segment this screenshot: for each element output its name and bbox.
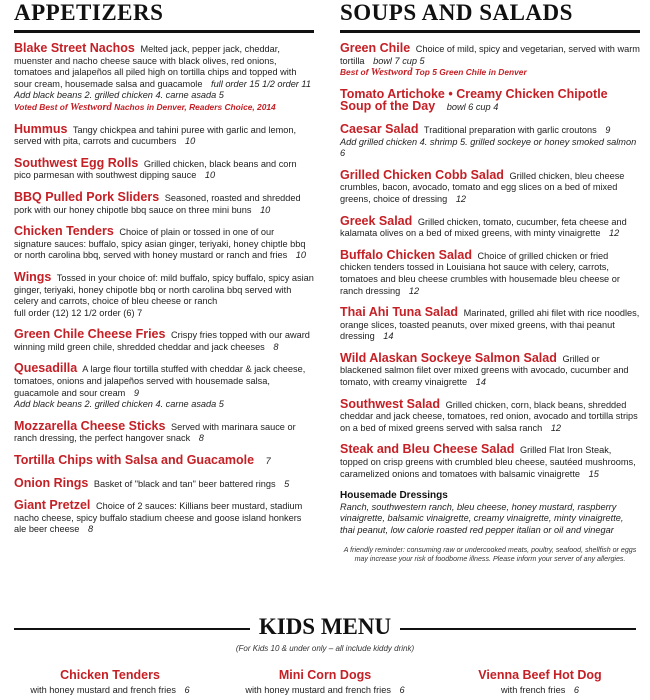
item-line bbox=[225, 685, 425, 695]
item-name: Buffalo Chicken Salad bbox=[340, 247, 472, 262]
menu-item-green-chile bbox=[340, 43, 640, 79]
menu-item-greek bbox=[340, 213, 640, 240]
item-price: 5 bbox=[284, 478, 290, 489]
westword-logo: Westword bbox=[70, 101, 112, 113]
item-price: 9 bbox=[605, 124, 611, 135]
item-price: 10 bbox=[184, 136, 196, 147]
item-desc: Grilled chicken, bleu cheese crumbles, bacon, avocado, tomato and egg slices on a bed of mixed greens, choice of dressing bbox=[340, 170, 625, 204]
westword-logo: Westword bbox=[370, 67, 413, 79]
menu-item-steak-salad bbox=[340, 444, 640, 480]
dressings-list: Ranch, southwestern ranch, bleu cheese, honey mustard, raspberry vinaigrette, balsamic vinaigrette, creamy vinaigrette, minty vinaigrette, thai peanut, low calorie roasted red pepper italian or oil and vinegar bbox=[340, 501, 624, 535]
soups-heading: SOUPS AND SALADS bbox=[340, 0, 573, 25]
menu-item-quesadilla bbox=[14, 363, 314, 410]
item-line bbox=[10, 685, 210, 695]
item-desc: Crispy fries topped with our award winning mild green chile, shredded cheddar and jack cheeses bbox=[14, 330, 310, 352]
item-price: 14 bbox=[475, 377, 486, 388]
menu-item-wings bbox=[14, 269, 314, 319]
item-price: 12 bbox=[408, 285, 420, 296]
item-price: bowl 7 cup 5 bbox=[373, 55, 425, 66]
item-price: 10 bbox=[260, 204, 271, 215]
item-price: 10 bbox=[204, 170, 216, 181]
item-price: bowl 6 cup 4 bbox=[446, 102, 499, 113]
item-desc: Melted jack, pepper jack, cheddar, muenster and nacho cheese sauce with black olives, red onions, tomatoes and jalapeños all piled high on tortilla chips and topped with sour cream, housemade salsa and guacamole bbox=[14, 44, 297, 89]
item-name: Vienna Beef Hot Dog bbox=[478, 668, 602, 682]
item-desc: Grilled chicken, corn, black beans, shredded cheddar and jack cheese, tomatoes, red onion, avocado and tortilla strips on a bed of mixed greens served with salsa ranch bbox=[340, 399, 638, 433]
item-price: full order 15 1/2 order 11 bbox=[211, 78, 311, 89]
menu-item-southwest-salad bbox=[340, 396, 640, 435]
item-price: 12 bbox=[609, 228, 620, 239]
award-pre: Best of bbox=[340, 67, 369, 78]
item-name: BBQ Pulled Pork Sliders bbox=[14, 189, 160, 204]
item-price: 6 bbox=[184, 685, 190, 695]
item-price: 8 bbox=[273, 341, 279, 352]
item-desc: Tossed in your choice of: mild buffalo, spicy buffalo, spicy asian ginger, teriyaki, honey chipotle bbq or north carolina bbq served with celery and carrots, choice of bleu cheese or ranch bbox=[14, 272, 314, 307]
item-name: Green Chile Cheese Fries bbox=[14, 327, 166, 342]
item-price: 7 bbox=[265, 456, 271, 467]
award-post: Nachos in Denver, Readers Choice, 2014 bbox=[114, 101, 276, 112]
item-price: 6 bbox=[573, 685, 580, 695]
item-desc: Served with marinara sauce or ranch dressing, the perfect hangover snack bbox=[14, 421, 296, 444]
appetizers-column bbox=[14, 0, 314, 536]
item-desc: Grilled or blackened salmon filet over mixed greens with avocado, cucumber and tomato, with creamy vinaigrette bbox=[340, 353, 629, 388]
item-price: full order (12) 12 1/2 order (6) 7 bbox=[14, 307, 143, 318]
item-desc: Choice of mild, spicy and vegetarian, served with warm tortilla bbox=[340, 44, 640, 66]
kids-heading: KIDS MENU bbox=[258, 614, 392, 639]
item-price: 6 bbox=[399, 685, 405, 695]
item-price: 10 bbox=[295, 250, 307, 261]
appetizers-heading: APPETIZERS bbox=[14, 0, 164, 25]
allergy-reminder: A friendly reminder: consuming raw or undercooked meats, poultry, seafood, shellfish or eggs may increase your risk of foodborne illness. Please inform your server of any allergies. bbox=[343, 546, 637, 563]
kids-rule-right bbox=[400, 628, 636, 630]
soups-column bbox=[340, 0, 640, 563]
item-name: Southwest Egg Rolls bbox=[14, 155, 139, 170]
kids-subtitle: (For Kids 10 & under only – all include kiddy drink) bbox=[235, 644, 415, 653]
item-name: Thai Ahi Tuna Salad bbox=[340, 305, 459, 320]
item-name: Quesadilla bbox=[14, 361, 78, 376]
menu-item-nachos bbox=[14, 43, 314, 114]
award-line bbox=[340, 67, 527, 77]
item-desc: Tangy chickpea and tahini puree with garlic and lemon, served with pita, carrots and cucumbers bbox=[14, 124, 297, 147]
item-desc: Choice of plain or tossed in one of our signature sauces: buffalo, spicy asian ginger, teriyaki, honey chiptle bbq or north carolina bbq, served with honey mustard or ranch and fries bbox=[14, 227, 306, 261]
item-desc: with honey mustard and french fries bbox=[30, 685, 176, 695]
menu-item-buffalo-salad bbox=[340, 247, 640, 297]
item-desc: A large flour tortilla stuffed with cheddar & jack cheese, tomatoes, onions and jalapeños served with housemade salsa, guacamole and sour cream bbox=[14, 364, 306, 398]
menu-item-egg-rolls bbox=[14, 155, 314, 182]
item-desc: with french fries bbox=[500, 685, 566, 695]
menu-item-hummus bbox=[14, 121, 314, 148]
item-name: Steak and Bleu Cheese Salad bbox=[340, 442, 515, 457]
housemade-dressings bbox=[340, 490, 640, 536]
item-name: Onion Rings bbox=[14, 475, 89, 490]
item-desc: Basket of "black and tan" beer battered rings bbox=[93, 478, 276, 489]
menu-item-sliders bbox=[14, 189, 314, 216]
item-name: Mozzarella Cheese Sticks bbox=[14, 418, 166, 433]
award-line bbox=[14, 102, 276, 112]
award-pre: Voted Best of bbox=[14, 101, 68, 112]
dressings-heading: Housemade Dressings bbox=[340, 490, 448, 502]
item-price: 9 bbox=[133, 387, 140, 398]
item-desc: with honey mustard and french fries bbox=[245, 685, 391, 695]
kids-item bbox=[440, 668, 640, 695]
item-name: Mini Corn Dogs bbox=[278, 668, 372, 682]
menu-item-cheese-fries bbox=[14, 329, 314, 353]
item-desc: Marinated, grilled ahi filet with rice noodles, orange slices, toasted peanuts, over mixed greens, with thai peanut dressing bbox=[340, 308, 640, 342]
item-name: Hummus bbox=[14, 121, 68, 136]
item-price: 12 bbox=[455, 193, 467, 204]
menu-item-onion-rings bbox=[14, 475, 314, 491]
appetizers-rule bbox=[14, 30, 314, 33]
item-name: Chicken Tenders bbox=[14, 224, 114, 239]
item-desc: Grilled Flat Iron Steak, topped on crisp greens with crumbled bleu cheese, sautéed mushrooms, caramelized onions and tomatoes with balsamic vinaigrette bbox=[340, 445, 636, 479]
award-post: Top 5 Green Chile in Denver bbox=[414, 67, 527, 78]
item-addons: Add black beans 2. grilled chicken 4. carne asada 5 bbox=[14, 90, 224, 101]
item-price: 8 bbox=[198, 433, 204, 444]
item-name: Wings bbox=[14, 269, 52, 284]
item-desc: Grilled chicken, tomato, cucumber, feta cheese and kalamata olives on a bed of mixed greens, with minty vinaigrette bbox=[340, 216, 627, 239]
item-line bbox=[440, 685, 640, 695]
menu-item-cobb bbox=[340, 167, 640, 206]
menu-item-pretzel bbox=[14, 500, 314, 536]
item-addons: Add grilled chicken 4. shrimp 5. grilled sockeye or honey smoked salmon 6 bbox=[340, 136, 637, 159]
item-desc: Seasoned, roasted and shredded pork with our honey chipotle bbq sauce on three mini buns bbox=[14, 192, 301, 215]
soups-rule bbox=[340, 30, 640, 33]
kids-item bbox=[225, 668, 425, 695]
item-name: Grilled Chicken Cobb Salad bbox=[340, 167, 504, 182]
menu-item-chicken-tenders bbox=[14, 226, 314, 262]
item-price: 15 bbox=[588, 468, 599, 479]
item-name: Blake Street Nachos bbox=[14, 41, 135, 55]
item-name: Chicken Tenders bbox=[60, 668, 160, 682]
item-name: Green Chile bbox=[340, 41, 411, 55]
soup-flavors: Tomato Artichoke • Creamy Chicken Chipotle bbox=[340, 86, 608, 101]
menu-item-salmon-salad bbox=[340, 350, 640, 389]
item-desc: Choice of 2 sauces: Killians beer mustard, stadium nacho cheese, spicy buffalo stadium cheese and goose island honkers ale beer cheese bbox=[14, 501, 303, 535]
item-price: 14 bbox=[383, 331, 394, 342]
menu-item-tortilla-chips bbox=[14, 455, 314, 468]
menu-item-mozzarella bbox=[14, 418, 314, 445]
item-name: Tortilla Chips with Salsa and Guacamole bbox=[14, 453, 255, 468]
item-name: Southwest Salad bbox=[340, 396, 441, 411]
item-name: Caesar Salad bbox=[340, 121, 419, 136]
kids-item bbox=[10, 668, 210, 695]
menu-item-caesar bbox=[340, 121, 640, 160]
item-desc: Traditional preparation with garlic croutons bbox=[423, 124, 597, 135]
item-desc: Choice of grilled chicken or fried chicken tenders tossed in Louisiana hot sauce with celery, carrots, tomatoes and bleu cheese crumbles with housemade bleu cheese or ranch dressing bbox=[340, 250, 620, 296]
item-addons: Add black beans 2. grilled chicken 4. carne asada 5 bbox=[14, 399, 224, 410]
item-name: Giant Pretzel bbox=[14, 498, 91, 513]
item-name: Soup of the Day bbox=[340, 99, 436, 114]
menu-item-ahi-tuna bbox=[340, 307, 640, 343]
item-price: 12 bbox=[550, 422, 562, 433]
menu-item-soup-of-day bbox=[340, 86, 640, 114]
item-name: Wild Alaskan Sockeye Salmon Salad bbox=[340, 350, 557, 365]
item-name: Greek Salad bbox=[340, 213, 413, 228]
item-price: 8 bbox=[87, 524, 94, 535]
item-desc: Grilled chicken, black beans and corn pico parmesan with southwest dipping sauce bbox=[14, 158, 297, 181]
